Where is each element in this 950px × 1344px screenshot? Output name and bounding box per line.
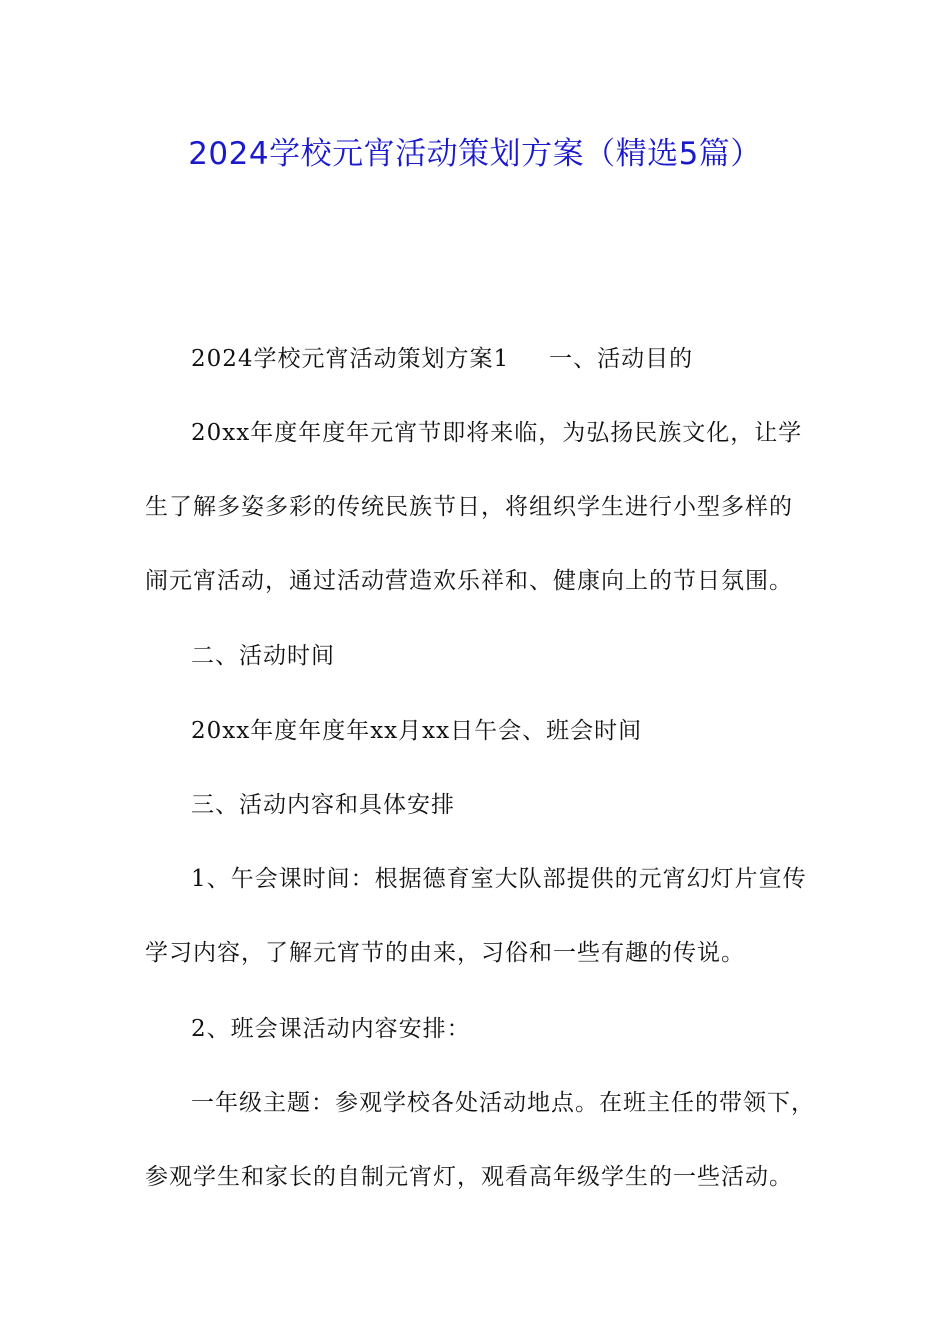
paragraph-line: 二、活动时间 [191, 643, 335, 669]
paragraph-time [145, 694, 825, 768]
paragraph-line: 20xx年度年度年xx月xx日午会、班会时间 [191, 718, 643, 744]
paragraph-heading-plan-1 [145, 322, 825, 396]
document-title: 2024学校元宵活动策划方案（精选5篇） [188, 136, 762, 172]
paragraph-noon-class [145, 842, 825, 990]
paragraph-line: 20xx年度年度年元宵节即将来临，为弘扬民族文化，让学 [191, 420, 803, 446]
paragraph-purpose [145, 396, 825, 618]
paragraph-line: 闹元宵活动，通过活动营造欢乐祥和、健康向上的节日氛围。 [145, 568, 793, 594]
paragraph-class-meeting [145, 992, 825, 1066]
paragraph-grade-one [145, 1066, 825, 1214]
paragraph-line: 参观学生和家长的自制元宵灯，观看高年级学生的一些活动。 [145, 1164, 793, 1190]
paragraph-line: 1、午会课时间：根据德育室大队部提供的元宵幻灯片宣传 [191, 866, 807, 892]
paragraph-line: 2、班会课活动内容安排： [191, 1016, 471, 1042]
paragraph-line: 生了解多姿多彩的传统民族节日，将组织学生进行小型多样的 [145, 494, 793, 520]
plan-title-line: 2024学校元宵活动策划方案1 [191, 346, 510, 372]
section-heading-time [145, 619, 825, 693]
paragraph-line: 三、活动内容和具体安排 [191, 792, 455, 818]
paragraph-line: 学习内容，了解元宵节的由来，习俗和一些有趣的传说。 [145, 940, 745, 966]
paragraph-line: 一年级主题：参观学校各处活动地点。在班主任的带领下， [191, 1090, 815, 1116]
section-heading-content [145, 768, 825, 842]
section-heading-purpose: 一、活动目的 [549, 346, 694, 372]
